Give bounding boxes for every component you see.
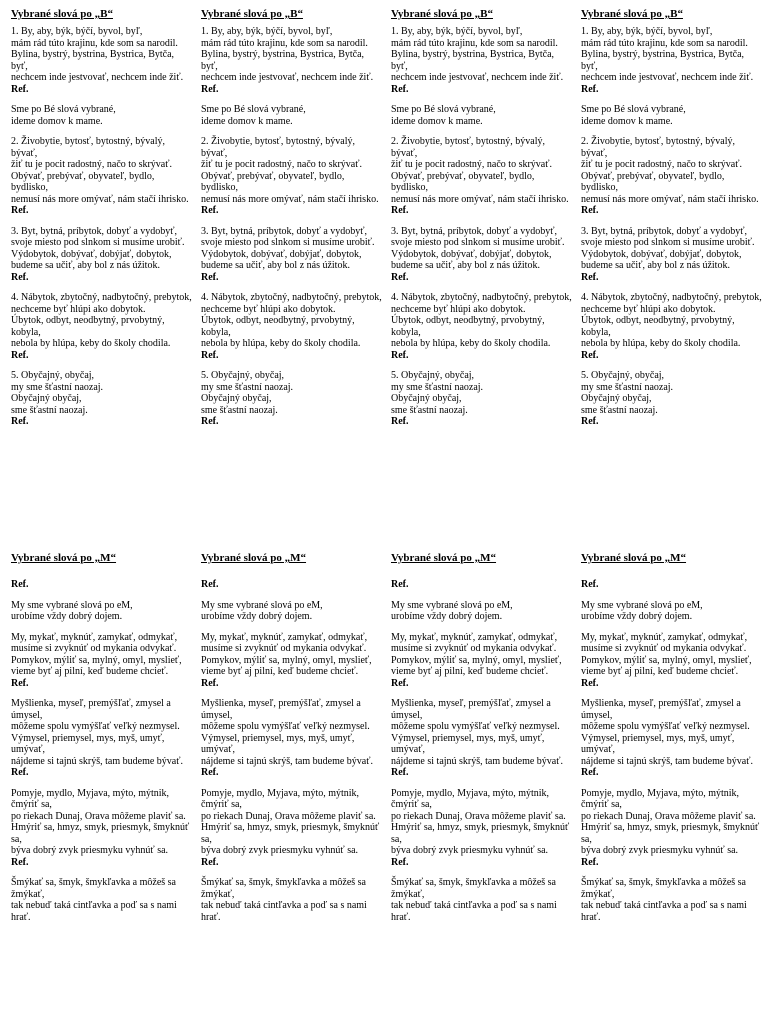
verse-line: nájdeme si tajnú skrýš, tam budeme bývať. xyxy=(11,755,184,767)
verse-line: 2. Živobytie, bytosť, bytostný, bývalý, bývať, xyxy=(11,136,165,159)
verse-line: nemusí nás more omývať, nám stačí ihrisko. xyxy=(11,193,189,205)
verse-line: 5. Obyčajný, obyčaj, xyxy=(581,370,665,381)
verse xyxy=(581,226,763,284)
song-column xyxy=(391,552,573,932)
verse-line: Hmýriť sa, hmyz, smyk, priesmyk, šmyknúť sa, xyxy=(11,822,190,845)
verse-line: žiť tu je pocit radostný, načo to skrývať. xyxy=(581,159,743,170)
verse-line: mám rád túto krajinu, kde som sa narodil. xyxy=(581,37,748,49)
verse xyxy=(11,370,193,428)
verse-line: Pomykov, mýliť sa, mylný, omyl, myslieť, xyxy=(391,654,562,666)
verse-line: Sme po Bé slová vybrané, xyxy=(581,104,686,115)
verse-line: my sme šťastní naozaj. xyxy=(11,381,104,393)
refrain-marker: Ref. xyxy=(581,856,599,868)
verse-line: Pomyje, mydlo, Myjava, mýto, mýtnik, čmýriť sa, xyxy=(391,787,550,810)
verse-line: môžeme spolu vymýšľať veľký nezmysel. xyxy=(391,721,560,732)
verse-line: svoje miesto pod slnkom si musíme urobiť. xyxy=(11,237,185,248)
refrain-marker: Ref. xyxy=(201,579,219,590)
verse-line: Výmysel, priemysel, mys, myš, umyť, umývať, xyxy=(11,732,165,755)
refrain-marker: Ref. xyxy=(11,205,29,216)
verse-line: Hmýriť sa, hmyz, smyk, priesmyk, šmyknúť sa, xyxy=(391,822,570,845)
refrain-marker: Ref. xyxy=(581,677,599,689)
verse xyxy=(201,788,383,869)
verse-line: ideme domov k mame. xyxy=(391,115,483,127)
verse-line: môžeme spolu vymýšľať veľký nezmysel. xyxy=(11,721,180,732)
verse-line: nájdeme si tajnú skrýš, tam budeme bývať. xyxy=(391,755,564,767)
verse-line: tak nebuď taká cintľavka a poď sa s nami hrať. xyxy=(581,900,747,923)
verse-line: ideme domov k mame. xyxy=(581,115,673,127)
refrain-marker: Ref. xyxy=(581,416,599,427)
refrain-marker: Ref. xyxy=(11,83,29,95)
verse-line: Výdobytok, dobývať, dobýjať, dobytok, xyxy=(581,248,742,260)
verse-line: vieme byť aj pilní, keď budeme chcieť. xyxy=(581,666,739,677)
verse xyxy=(201,104,383,127)
refrain-marker: Ref. xyxy=(201,767,219,778)
refrain-marker: Ref. xyxy=(391,579,409,590)
verse-line: Obývať, prebývať, obyvateľ, bydlo, bydlisko, xyxy=(391,170,535,193)
song-title: Vybrané slová po „B“ xyxy=(391,8,493,20)
verse-line: býva dobrý zvyk priesmyku vyhnúť sa. xyxy=(391,845,549,856)
verse xyxy=(391,632,573,690)
song-title: Vybrané slová po „M“ xyxy=(391,552,497,564)
song-title: Vybrané slová po „M“ xyxy=(11,552,117,564)
verse-line: Obývať, prebývať, obyvateľ, bydlo, bydlisko, xyxy=(201,170,345,193)
verse-line: urobíme vždy dobrý dojem. xyxy=(201,611,313,622)
verse-line: sme šťastní naozaj. xyxy=(391,404,468,416)
verse xyxy=(581,136,763,217)
refrain-marker: Ref. xyxy=(201,205,219,216)
verse xyxy=(581,579,763,591)
refrain-marker: Ref. xyxy=(201,349,219,361)
verse-line: nechcem inde jestvovať, nechcem inde žiť. xyxy=(581,72,754,83)
verse-line: 1. By, aby, býk, býčí, byvol, byľ, xyxy=(11,26,143,37)
verse-line: 5. Obyčajný, obyčaj, xyxy=(11,370,95,381)
verse-line: nechceme byť hlúpi ako dobytok. xyxy=(581,303,716,315)
verse xyxy=(581,632,763,690)
verse-line: My, mykať, myknúť, zamykať, odmykať, xyxy=(201,631,368,643)
verse-line: my sme šťastní naozaj. xyxy=(201,381,294,393)
verse xyxy=(201,226,383,284)
verse-line: ideme domov k mame. xyxy=(201,115,293,127)
verse xyxy=(201,632,383,690)
song-column xyxy=(11,552,193,932)
verse-line: 4. Nábytok, zbytočný, nadbytočný, prebytok, xyxy=(581,292,762,303)
verse-line: urobíme vždy dobrý dojem. xyxy=(581,611,693,622)
verse-line: Bylina, bystrý, bystrina, Bystrica, Bytča, byť, xyxy=(11,49,175,72)
verse-line: urobíme vždy dobrý dojem. xyxy=(11,611,123,622)
verse-line: sme šťastní naozaj. xyxy=(581,404,658,416)
verse-line: Pomyje, mydlo, Myjava, mýto, mýtnik, čmýriť sa, xyxy=(581,787,740,810)
verse-line: Úbytok, odbyt, neodbytný, prvobytný, kobyla, xyxy=(201,315,355,338)
verse-line: mám rád túto krajinu, kde som sa narodil. xyxy=(201,37,368,49)
verse-line: 2. Živobytie, bytosť, bytostný, bývalý, bývať, xyxy=(391,136,545,159)
verse xyxy=(391,226,573,284)
verse-line: Obyčajný obyčaj, xyxy=(201,393,272,404)
song-column xyxy=(201,8,383,437)
verse-line: Bylina, bystrý, bystrina, Bystrica, Bytča, byť, xyxy=(391,49,555,72)
verse xyxy=(391,698,573,779)
verse-line: svoje miesto pod slnkom si musíme urobiť. xyxy=(391,237,565,248)
verse xyxy=(391,788,573,869)
verse-line: Šmýkať sa, šmyk, šmykľavka a môžeš sa žmýkať, xyxy=(391,877,556,900)
verse xyxy=(201,292,383,361)
verse-line: svoje miesto pod slnkom si musíme urobiť. xyxy=(201,237,375,248)
verse-line: nebola by hlúpa, keby do školy chodila. xyxy=(201,338,361,349)
verse-line: nemusí nás more omývať, nám stačí ihrisko. xyxy=(391,193,569,205)
verse xyxy=(11,292,193,361)
verse-line: žiť tu je pocit radostný, načo to skrývať. xyxy=(391,159,553,170)
refrain-marker: Ref. xyxy=(201,677,219,689)
verse xyxy=(581,600,763,623)
verse-line: nechcem inde jestvovať, nechcem inde žiť. xyxy=(201,72,374,83)
song-title: Vybrané slová po „M“ xyxy=(201,552,307,564)
verse-line: Obývať, prebývať, obyvateľ, bydlo, bydlisko, xyxy=(581,170,725,193)
refrain-marker: Ref. xyxy=(201,271,219,283)
verse-line: môžeme spolu vymýšľať veľký nezmysel. xyxy=(201,721,370,732)
verse-line: My sme vybrané slová po eM, xyxy=(11,599,133,611)
verse xyxy=(391,579,573,591)
verse-line: Výmysel, priemysel, mys, myš, umyť, umývať, xyxy=(201,732,355,755)
verse-line: budeme sa učiť, aby bol z nás úžitok. xyxy=(201,260,350,271)
song-title: Vybrané slová po „B“ xyxy=(201,8,303,20)
refrain-marker: Ref. xyxy=(11,349,29,361)
refrain-marker: Ref. xyxy=(391,205,409,216)
refrain-marker: Ref. xyxy=(391,767,409,778)
verse-line: nechcem inde jestvovať, nechcem inde žiť. xyxy=(391,72,564,83)
verse-line: nemusí nás more omývať, nám stačí ihrisko. xyxy=(201,193,379,205)
verse-line: musíme si zvyknúť od mykania odvykať. xyxy=(11,643,177,654)
verse-line: 3. Byt, bytná, príbytok, dobyť a vydobyť, xyxy=(581,225,748,237)
verse xyxy=(391,26,573,95)
verse-line: nechcem inde jestvovať, nechcem inde žiť. xyxy=(11,72,184,83)
refrain-marker: Ref. xyxy=(581,349,599,361)
verse xyxy=(201,26,383,95)
verse-line: mám rád túto krajinu, kde som sa narodil. xyxy=(391,37,558,49)
verse-line: býva dobrý zvyk priesmyku vyhnúť sa. xyxy=(581,845,739,856)
verse-line: Bylina, bystrý, bystrina, Bystrica, Bytča, byť, xyxy=(201,49,365,72)
verse-line: mám rád túto krajinu, kde som sa narodil. xyxy=(11,37,178,49)
verse-line: Hmýriť sa, hmyz, smyk, priesmyk, šmyknúť sa, xyxy=(201,822,380,845)
refrain-marker: Ref. xyxy=(11,677,29,689)
verse xyxy=(581,877,763,923)
verse-line: tak nebuď taká cintľavka a poď sa s nami hrať. xyxy=(11,900,177,923)
refrain-marker: Ref. xyxy=(581,271,599,283)
verse xyxy=(391,292,573,361)
verse xyxy=(581,292,763,361)
verse xyxy=(11,579,193,591)
verse xyxy=(201,877,383,923)
verse xyxy=(201,136,383,217)
verse-line: my sme šťastní naozaj. xyxy=(391,381,484,393)
refrain-marker: Ref. xyxy=(11,271,29,283)
verse-line: Sme po Bé slová vybrané, xyxy=(201,104,306,115)
verse-line: Obývať, prebývať, obyvateľ, bydlo, bydlisko, xyxy=(11,170,155,193)
verse-line: musíme si zvyknúť od mykania odvykať. xyxy=(201,643,367,654)
verse-line: nechceme byť hlúpi ako dobytok. xyxy=(201,303,336,315)
refrain-marker: Ref. xyxy=(391,856,409,868)
verse xyxy=(391,877,573,923)
verse xyxy=(581,104,763,127)
verse-line: sme šťastní naozaj. xyxy=(11,404,88,416)
verse-line: urobíme vždy dobrý dojem. xyxy=(391,611,503,622)
verse-line: Úbytok, odbyt, neodbytný, prvobytný, kobyla, xyxy=(391,315,545,338)
verse-line: Úbytok, odbyt, neodbytný, prvobytný, kobyla, xyxy=(581,315,735,338)
verse-line: 1. By, aby, býk, býčí, byvol, byľ, xyxy=(391,26,523,37)
song-column xyxy=(201,552,383,932)
verse-line: My, mykať, myknúť, zamykať, odmykať, xyxy=(11,631,178,643)
verse-line: Obyčajný obyčaj, xyxy=(391,393,462,404)
verse-line: žiť tu je pocit radostný, načo to skrývať. xyxy=(201,159,363,170)
verse xyxy=(201,600,383,623)
verse-line: 2. Živobytie, bytosť, bytostný, bývalý, bývať, xyxy=(201,136,355,159)
verse xyxy=(581,26,763,95)
verse-line: Pomykov, mýliť sa, mylný, omyl, myslieť, xyxy=(201,654,372,666)
verse xyxy=(581,788,763,869)
verse-line: Pomykov, mýliť sa, mylný, omyl, myslieť, xyxy=(11,654,182,666)
verse xyxy=(11,698,193,779)
refrain-marker: Ref. xyxy=(581,83,599,95)
refrain-marker: Ref. xyxy=(391,416,409,427)
refrain-marker: Ref. xyxy=(391,349,409,361)
song-column xyxy=(11,8,193,437)
verse xyxy=(201,579,383,591)
verse-line: vieme byť aj pilní, keď budeme chcieť. xyxy=(201,666,359,677)
verse-line: budeme sa učiť, aby bol z nás úžitok. xyxy=(581,260,730,271)
verse-line: my sme šťastní naozaj. xyxy=(581,381,674,393)
verse-line: nebola by hlúpa, keby do školy chodila. xyxy=(11,338,171,349)
verse-line: 1. By, aby, býk, býčí, byvol, byľ, xyxy=(581,26,713,37)
refrain-marker: Ref. xyxy=(581,767,599,778)
verse-line: Sme po Bé slová vybrané, xyxy=(391,104,496,115)
verse xyxy=(391,136,573,217)
verse-line: vieme byť aj pilní, keď budeme chcieť. xyxy=(11,666,169,677)
verse-line: ideme domov k mame. xyxy=(11,115,103,127)
verse xyxy=(201,698,383,779)
song-title: Vybrané slová po „B“ xyxy=(581,8,683,20)
refrain-marker: Ref. xyxy=(11,579,29,590)
verse xyxy=(11,877,193,923)
refrain-marker: Ref. xyxy=(581,579,599,590)
verse-line: sme šťastní naozaj. xyxy=(201,404,278,416)
verse-line: Výdobytok, dobývať, dobýjať, dobytok, xyxy=(391,248,552,260)
verse-line: žiť tu je pocit radostný, načo to skrývať. xyxy=(11,159,173,170)
verse-line: po riekach Dunaj, Orava môžeme plaviť sa. xyxy=(201,810,376,822)
verse-line: nájdeme si tajnú skrýš, tam budeme bývať. xyxy=(581,755,754,767)
verse-line: 4. Nábytok, zbytočný, nadbytočný, prebytok, xyxy=(11,292,192,303)
verse-line: tak nebuď taká cintľavka a poď sa s nami hrať. xyxy=(201,900,367,923)
verse-line: svoje miesto pod slnkom si musíme urobiť. xyxy=(581,237,755,248)
verse-line: môžeme spolu vymýšľať veľký nezmysel. xyxy=(581,721,750,732)
verse-line: tak nebuď taká cintľavka a poď sa s nami hrať. xyxy=(391,900,557,923)
verse xyxy=(391,600,573,623)
verse-line: 4. Nábytok, zbytočný, nadbytočný, prebytok, xyxy=(391,292,572,303)
verse-line: 4. Nábytok, zbytočný, nadbytočný, prebytok, xyxy=(201,292,382,303)
verse xyxy=(581,370,763,428)
verse-line: budeme sa učiť, aby bol z nás úžitok. xyxy=(391,260,540,271)
verse-line: My, mykať, myknúť, zamykať, odmykať, xyxy=(581,631,748,643)
song-title: Vybrané slová po „M“ xyxy=(581,552,687,564)
verse-line: býva dobrý zvyk priesmyku vyhnúť sa. xyxy=(201,845,359,856)
verse-line: Obyčajný obyčaj, xyxy=(11,393,82,404)
verse-line: po riekach Dunaj, Orava môžeme plaviť sa. xyxy=(11,810,186,822)
verse-line: 2. Živobytie, bytosť, bytostný, bývalý, bývať, xyxy=(581,136,735,159)
refrain-marker: Ref. xyxy=(11,767,29,778)
verse-line: Výmysel, priemysel, mys, myš, umyť, umývať, xyxy=(581,732,735,755)
verse-line: nechceme byť hlúpi ako dobytok. xyxy=(11,303,146,315)
verse-line: budeme sa učiť, aby bol z nás úžitok. xyxy=(11,260,160,271)
refrain-marker: Ref. xyxy=(201,856,219,868)
verse-line: Myšlienka, myseľ, premýšľať, zmysel a úmysel, xyxy=(201,698,361,721)
verse xyxy=(11,600,193,623)
verse xyxy=(11,136,193,217)
verse-line: 5. Obyčajný, obyčaj, xyxy=(391,370,475,381)
verse xyxy=(11,788,193,869)
verse-line: Myšlienka, myseľ, premýšľať, zmysel a úmysel, xyxy=(391,698,551,721)
verse-line: nechceme byť hlúpi ako dobytok. xyxy=(391,303,526,315)
refrain-marker: Ref. xyxy=(11,856,29,868)
verse-line: býva dobrý zvyk priesmyku vyhnúť sa. xyxy=(11,845,169,856)
song-column xyxy=(581,552,763,932)
refrain-marker: Ref. xyxy=(201,83,219,95)
verse xyxy=(391,104,573,127)
verse xyxy=(11,104,193,127)
verse xyxy=(11,226,193,284)
verse-line: Šmýkať sa, šmyk, šmykľavka a môžeš sa žmýkať, xyxy=(201,877,366,900)
verse-line: Obyčajný obyčaj, xyxy=(581,393,652,404)
verse-line: Šmýkať sa, šmyk, šmykľavka a môžeš sa žmýkať, xyxy=(11,877,176,900)
verse xyxy=(201,370,383,428)
song-title: Vybrané slová po „B“ xyxy=(11,8,113,20)
verse-line: 5. Obyčajný, obyčaj, xyxy=(201,370,285,381)
verse-line: nebola by hlúpa, keby do školy chodila. xyxy=(391,338,551,349)
refrain-marker: Ref. xyxy=(11,416,29,427)
verse-line: nájdeme si tajnú skrýš, tam budeme bývať. xyxy=(201,755,374,767)
verse-line: Pomyje, mydlo, Myjava, mýto, mýtnik, čmýriť sa, xyxy=(201,787,360,810)
verse-line: vieme byť aj pilní, keď budeme chcieť. xyxy=(391,666,549,677)
refrain-marker: Ref. xyxy=(581,205,599,216)
verse-line: 3. Byt, bytná, príbytok, dobyť a vydobyť, xyxy=(391,225,558,237)
verse xyxy=(391,370,573,428)
verse-line: Sme po Bé slová vybrané, xyxy=(11,104,116,115)
verse-line: nemusí nás more omývať, nám stačí ihrisko. xyxy=(581,193,759,205)
verse xyxy=(11,26,193,95)
song-column xyxy=(581,8,763,437)
verse-line: Myšlienka, myseľ, premýšľať, zmysel a úmysel, xyxy=(11,698,171,721)
verse-line: Hmýriť sa, hmyz, smyk, priesmyk, šmyknúť sa, xyxy=(581,822,760,845)
song-column xyxy=(391,8,573,437)
verse-line: po riekach Dunaj, Orava môžeme plaviť sa. xyxy=(581,810,756,822)
verse-line: Šmýkať sa, šmyk, šmykľavka a môžeš sa žmýkať, xyxy=(581,877,746,900)
verse-line: Úbytok, odbyt, neodbytný, prvobytný, kobyla, xyxy=(11,315,165,338)
verse-line: Výdobytok, dobývať, dobýjať, dobytok, xyxy=(11,248,172,260)
verse-line: 1. By, aby, býk, býčí, byvol, byľ, xyxy=(201,26,333,37)
verse-line: musíme si zvyknúť od mykania odvykať. xyxy=(581,643,747,654)
refrain-marker: Ref. xyxy=(391,83,409,95)
verse-line: Myšlienka, myseľ, premýšľať, zmysel a úmysel, xyxy=(581,698,741,721)
refrain-marker: Ref. xyxy=(391,271,409,283)
refrain-marker: Ref. xyxy=(201,416,219,427)
verse-line: Výmysel, priemysel, mys, myš, umyť, umývať, xyxy=(391,732,545,755)
verse-line: Bylina, bystrý, bystrina, Bystrica, Bytča, byť, xyxy=(581,49,745,72)
refrain-marker: Ref. xyxy=(391,677,409,689)
verse xyxy=(11,632,193,690)
verse-line: musíme si zvyknúť od mykania odvykať. xyxy=(391,643,557,654)
verse-line: 3. Byt, bytná, príbytok, dobyť a vydobyť, xyxy=(201,225,368,237)
verse xyxy=(581,698,763,779)
verse-line: Výdobytok, dobývať, dobýjať, dobytok, xyxy=(201,248,362,260)
verse-line: My, mykať, myknúť, zamykať, odmykať, xyxy=(391,631,558,643)
verse-line: My sme vybrané slová po eM, xyxy=(581,599,703,611)
verse-line: My sme vybrané slová po eM, xyxy=(201,599,323,611)
verse-line: nebola by hlúpa, keby do školy chodila. xyxy=(581,338,741,349)
verse-line: Pomyje, mydlo, Myjava, mýto, mýtnik, čmýriť sa, xyxy=(11,787,170,810)
verse-line: po riekach Dunaj, Orava môžeme plaviť sa. xyxy=(391,810,566,822)
verse-line: My sme vybrané slová po eM, xyxy=(391,599,513,611)
verse-line: Pomykov, mýliť sa, mylný, omyl, myslieť, xyxy=(581,654,752,666)
verse-line: 3. Byt, bytná, príbytok, dobyť a vydobyť, xyxy=(11,225,178,237)
